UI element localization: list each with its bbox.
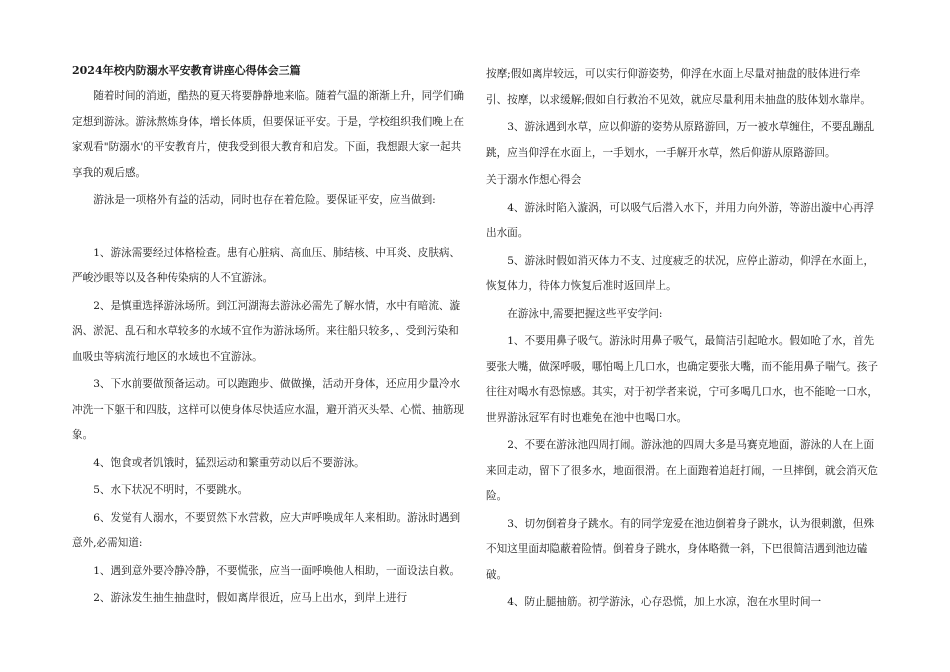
right-column — [486, 62, 878, 618]
section-heading: 关于溺水作想心得会 — [486, 174, 582, 186]
paragraph: 2、不要在游泳池四周打闹。游泳池的四周大多是马赛克地面，游泳的人在上面来回走动，留下了很多水，地面很滑。在上面跑着追赶打闹，一旦摔倒，就会消灭危险。 — [486, 439, 878, 502]
paragraph: 6、发觉有人溺水，不要贸然下水营救，应大声呼唤成年人来相助。游泳时遇到意外,必需知道: — [72, 511, 461, 549]
paragraph: 1、遇到意外要冷静冷静，不要慌张，应当一面呼唤他人相助，一面设法自救。 — [93, 564, 461, 577]
paragraph: 1、游泳需要经过体格检查。患有心脏病、高血压、肺结核、中耳炎、皮肤病、严峻沙眼等以及各种传染病的人不宜游泳。 — [72, 246, 461, 284]
paragraph: 3、下水前要做预备运动。可以跑跑步、做做操，活动开身体，还应用少量冷水冲洗一下躯干和四肢，这样可以使身体尽快适应水温，避开消灭头晕、心慌、抽筋现象。 — [72, 378, 464, 441]
blank-line — [72, 216, 464, 241]
paragraph: 按摩;假如离岸较远，可以实行仰游姿势，仰浮在水面上尽量对抽盘的肢体进行牵引、按摩，以求缓解;假如自行救治不见效，就应尽量利用未抽盘的肢体划水靠岸。 — [486, 68, 871, 106]
paragraph: 4、防止腿抽筋。初学游泳，心存恐慌，加上水凉，泡在水里时间一 — [507, 596, 822, 608]
paragraph: 3、游泳遇到水草，应以仰游的姿势从原路游回，万一被水草缠住，不要乱蹦乱跳，应当仰浮在水面上，一手划水，一手解开水草，然后仰游从原路游回。 — [486, 121, 875, 159]
document-title: 2024年校内防溺水平安教育讲座心得体会三篇 — [72, 64, 301, 77]
paragraph: 在游泳中,需要把握这些平安学问: — [507, 307, 663, 320]
paragraph: 1、不要用鼻子吸气。游泳时用鼻子吸气，最简洁引起呛水。假如呛了水，首先要张大嘴，做深呼吸，哪怕喝上几口水，也确定要张大嘴，而不能用鼻子喘气。孩子往往对喝水有恐惊感。其实，对于初学者来说，宁可多喝几口水，也不能呛一口水，世界游泳冠军有时也难免在池中也喝口水。 — [486, 335, 878, 424]
left-column — [72, 62, 464, 614]
paragraph: 5、游泳时假如消灭体力不支、过度疲乏的状况，应停止游动，仰浮在水面上，恢复体力，待体力恢复后准时返回岸上。 — [486, 254, 875, 292]
paragraph: 游泳是一项格外有益的活动，同时也存在着危险。要保证平安，应当做到: — [93, 194, 436, 206]
paragraph: 2、游泳发生抽生抽盘时，假如离岸很近，应马上出水，到岸上进行 — [93, 592, 408, 604]
paragraph: 3、切勿倒着身子跳水。有的同学宠爱在池边倒着身子跳水，认为很刺激，但殊不知这里面却隐蔽着险情。倒着身子跳水，身体略微一斜，下巴很简洁遇到池边磕破。 — [486, 517, 875, 581]
paragraph: 5、水下状况不明时，不要跳水。 — [93, 484, 249, 496]
paragraph: 4、游泳时陷入漩涡，可以吸气后潜入水下，并用力向外游，等游出漩中心再浮出水面。 — [486, 201, 875, 239]
paragraph: 2、是慎重选择游泳场所。到江河湖海去游泳必需先了解水情，水中有暗流、漩涡、淤泥、乱石和水草较多的水域不宜作为游泳场所。来往船只较多，、受到污染和血吸虫等病流行地区的水域也不宜游泳。 — [72, 299, 461, 363]
paragraph: 4、饱食或者饥饿时，猛烈运动和繁重劳动以后不要游泳。 — [93, 456, 365, 469]
paragraph: 随着时间的消逝，酷热的夏天将要静静地来临。随着气温的渐渐上升，同学们确定想到游泳。游泳熬炼身体，增长体质，但要保证平安。于是，学校组织我们晚上在家观看"防溺水'的平安教育片，使我受到很大教育和启发。下面，我想跟大家一起共享我的观后感。 — [72, 90, 464, 179]
